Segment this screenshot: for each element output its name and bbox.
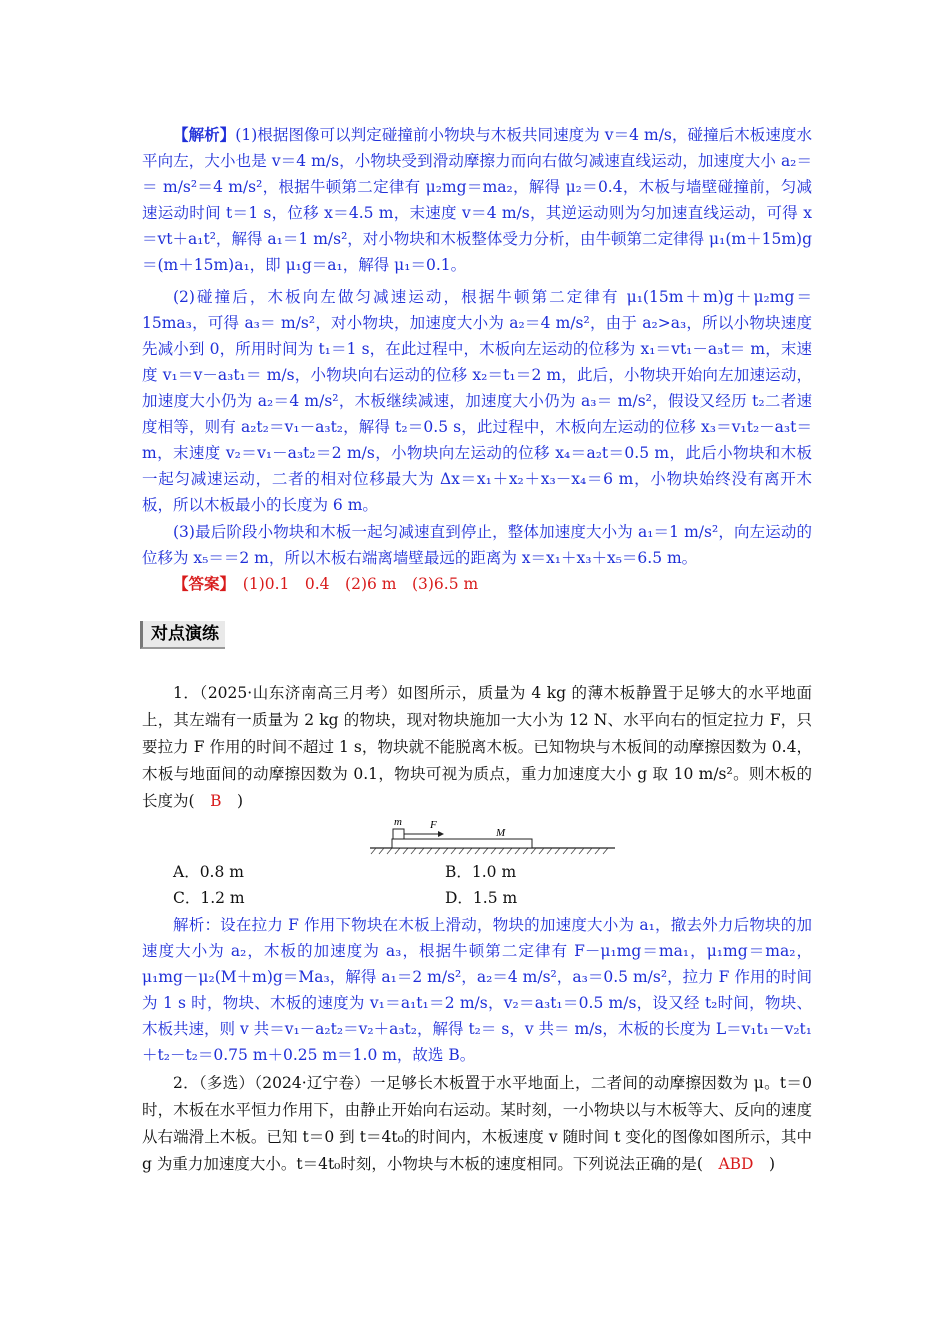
- question-2-close: ): [768, 1155, 776, 1173]
- analysis-paragraph-3: (3)最后阶段小物块和木板一起匀减速直到停止，整体加速度大小为 a₁＝1 m/s²，向左运动的位移为 x₅＝＝2 m，所以木板右端离墙壁最远的距离为 x＝x₁＋x₃＋x₅＝6.5 m。: [142, 523, 812, 567]
- question-1-text: 1．（2025·山东济南高三月考）如图所示，质量为 4 kg 的薄木板静置于足够大的水平地面上，其左端有一质量为 2 kg 的物块，现对物块施加一大小为 12 N、水平向右的恒定拉力 F，只要拉力 F 作用的时间不超过 1 s，物块就不能脱离木板。已知物块与木板间的动摩擦因数为 0.4，木板与地面间的动摩擦因数为 0.1，物块可视为质点，重力加速度大小 g 取 10 m/s²。则木板的长度为(: [142, 684, 812, 810]
- force-label: F: [430, 819, 437, 831]
- question-2-stem: [142, 1070, 812, 1178]
- section-title: 对点演练: [140, 621, 225, 649]
- question-1-close: ): [236, 792, 244, 810]
- answer-text: (1)0.1 0.4 (2)6 m (3)6.5 m: [242, 575, 479, 593]
- analysis-tag: 【解析】: [173, 125, 236, 144]
- analysis-paragraph-1: [142, 122, 812, 278]
- option-d[interactable]: D．1.5 m: [445, 889, 518, 907]
- answer-tag: 【答案】: [173, 574, 228, 593]
- option-c[interactable]: C．1.2 m: [173, 889, 245, 907]
- board: [392, 839, 532, 848]
- force-arrow-head: [438, 831, 444, 837]
- option-b[interactable]: B．1.0 m: [445, 863, 517, 881]
- mass-label-m: m: [394, 816, 402, 828]
- answer-line: [142, 571, 812, 597]
- question-1-stem: [142, 680, 812, 815]
- question-1-answer: B: [210, 792, 222, 810]
- question-1-figure: [370, 814, 620, 856]
- block: [393, 829, 404, 839]
- question-1-solution: 解析：设在拉力 F 作用下物块在木板上滑动，物块的加速度大小为 a₁，撤去外力后物块的加速度大小为 a₂，木板的加速度为 a₃，根据牛顿第二定律有 F－μ₁mg＝ma₁，μ₁mg＝ma₂，μ₁mg－μ₂(M＋m)g＝Ma₃，解得 a₁＝2 m/s²，a₂＝4 m/s²，a₃＝0.5 m/s²，拉力 F 作用的时间为 1 s 时，物块、木板的速度为 v₁＝a₁t₁＝2 m/s，v₂＝a₃t₁＝0.5 m/s，设又经 t₂时间，物块、木板共速，则 v 共＝v₁－a₂t₂＝v₂＋a₃t₂，解得 t₂＝ s，v 共＝ m/s，木板的长度为 L＝v₁t₁－v₂t₁＋t₂－t₂＝0.75 m＋0.25 m＝1.0 m，故选 B。: [142, 916, 812, 1064]
- question-2-text: 2．（多选）（2024·辽宁卷）一足够长木板置于水平地面上，二者间的动摩擦因数为 μ。t＝0 时，木板在水平恒力作用下，由静止开始向右运动。某时刻，一小物块以与木板等大、反向的速度从右端滑上木板。已知 t＝0 到 t＝4t₀的时间内，木板速度 v 随时间 t 变化的图像如图所示，其中 g 为重力加速度大小。t＝4t₀时刻，小物块与木板的速度相同。下列说法正确的是(: [142, 1074, 812, 1173]
- ground-hatching: [370, 848, 615, 854]
- analysis-text-1: (1)根据图像可以判定碰撞前小物块与木板共同速度为 v＝4 m/s，碰撞后木板速度水平向左，大小也是 v＝4 m/s，小物块受到滑动摩擦力而向右做匀减速直线运动，加速度大小 a₂＝＝ m/s²＝4 m/s²，根据牛顿第二定律有 μ₂mg＝ma₂，解得 μ₂＝0.4，木板与墙壁碰撞前，匀减速运动时间 t＝1 s，位移 x＝4.5 m，末速度 v＝4 m/s，其逆运动则为匀加速直线运动，可得 x＝vt＋a₁t²，解得 a₁＝1 m/s²，对小物块和木板整体受力分析，由牛顿第二定律得 μ₁(m＋15m)g＝(m＋15m)a₁，即 μ₁g＝a₁，解得 μ₁＝0.1。: [142, 126, 812, 274]
- mass-label-big-m: M: [496, 827, 506, 839]
- analysis-paragraph-2: (2)碰撞后，木板向左做匀减速运动，根据牛顿第二定律有 μ₁(15m＋m)g＋μ₂mg＝15ma₃，可得 a₃＝ m/s²，对小物块，加速度大小为 a₂＝4 m/s²，由于 a₂>a₃，所以小物块速度先减小到 0，所用时间为 t₁＝1 s，在此过程中，木板向左运动的位移为 x₁＝vt₁－a₃t＝ m，末速度 v₁＝v－a₃t₁＝ m/s，小物块向右运动的位移 x₂＝t₁＝2 m，此后，小物块开始向左加速运动，加速度大小仍为 a₂＝4 m/s²，木板继续减速，加速度大小仍为 a₃＝ m/s²，假设又经历 t₂二者速度相等，则有 a₂t₂＝v₁－a₃t₂，解得 t₂＝0.5 s，此过程中，木板向左运动的位移 x₃＝v₁t₂－a₃t＝ m，末速度 v₂＝v₁－a₃t₂＝2 m/s，小物块向左运动的位移 x₄＝a₂t＝0.5 m，此后小物块和木板一起匀减速运动，二者的相对位移最大为 Δx＝x₁＋x₂＋x₃－x₄＝6 m，小物块始终没有离开木板，所以木板最小的长度为 6 m。: [142, 288, 812, 514]
- option-a[interactable]: A．0.8 m: [173, 863, 244, 881]
- question-2-answer: ABD: [718, 1155, 754, 1173]
